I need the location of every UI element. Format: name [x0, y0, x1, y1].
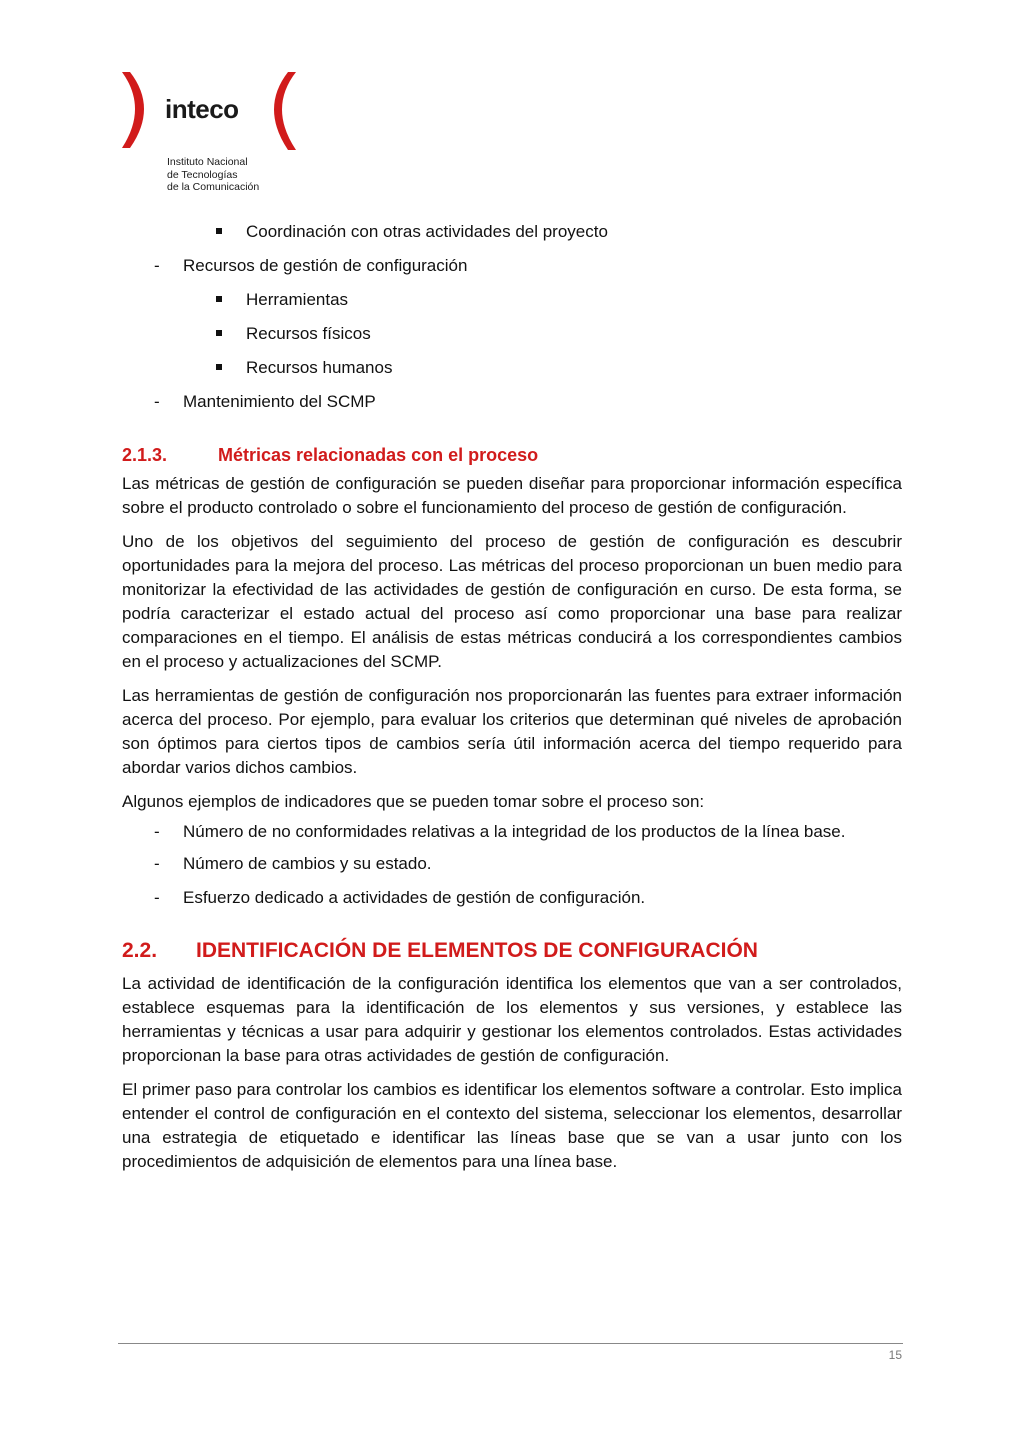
square-bullet-icon — [216, 296, 222, 302]
footer-divider — [118, 1343, 903, 1344]
dash-bullet-icon: - — [154, 392, 160, 411]
paragraph: Las herramientas de gestión de configuración nos proporcionarán las fuentes para extraer información acerca del proceso. Por ejemplo, para evaluar los criterios que determinan qué niveles de aprobación son óptimos para ciertos tipos de cambios sería útil información acerca del tiempo requerido para abordar varios dichos cambios. — [122, 686, 902, 777]
square-bullet-icon — [216, 228, 222, 234]
list-item: Recursos físicos — [122, 320, 902, 354]
dash-bullet-icon: - — [154, 854, 160, 873]
section-heading-2-2: 2.2. IDENTIFICACIÓN DE ELEMENTOS DE CONFIGURACIÓN — [122, 939, 758, 962]
list-item: Herramientas — [122, 286, 902, 320]
page-number: 15 — [888, 1348, 902, 1362]
dash-bullet-icon: - — [154, 888, 160, 907]
list-item: - Recursos de gestión de configuración — [122, 252, 902, 286]
list-item: Recursos humanos — [122, 354, 902, 388]
list-item: - Esfuerzo dedicado a actividades de gestión de configuración. — [122, 884, 902, 918]
list-item: Coordinación con otras actividades del proyecto — [122, 218, 902, 252]
logo-subtitle: Instituto Nacional de Tecnologías de la Comunicación — [167, 156, 260, 193]
square-bullet-icon — [216, 330, 222, 336]
logo-wordmark: inteco — [165, 94, 239, 124]
list-item: - Número de cambios y su estado. — [122, 850, 902, 884]
list-item: - Número de no conformidades relativas a la integridad de los productos de la línea base. — [122, 818, 902, 850]
paragraph: El primer paso para controlar los cambios es identificar los elementos software a controlar. Esto implica entender el control de configuración en el contexto del sistema, seleccionar los elementos, desarrollar una estrategia de etiquetado e identificar las líneas base que se van a usar junto con los procedimientos de adquisición de elementos para una línea base. — [122, 1080, 902, 1171]
paragraph: Algunos ejemplos de indicadores que se pueden tomar sobre el proceso son: — [122, 792, 705, 811]
square-bullet-icon — [216, 364, 222, 370]
paragraph: Las métricas de gestión de configuración se pueden diseñar para proporcionar información específica sobre el producto controlado o sobre el funcionamiento del proceso de gestión de configuración. — [122, 474, 902, 517]
paragraph: Uno de los objetivos del seguimiento del proceso de gestión de configuración es descubrir oportunidades para la mejora del proceso. Las métricas del proceso proporcionan un buen medio para monitorizar la efectividad de las actividades de gestión de configuración en curso. De esta forma, se podría caracterizar el estado actual del proceso así como proporcionar una base para realizar comparaciones en el tiempo. El análisis de estas métricas conducirá a los correspondientes cambios en el proceso y actualizaciones del SCMP. — [122, 532, 902, 671]
list-item: - Mantenimiento del SCMP — [122, 388, 902, 422]
inteco-logo — [118, 70, 308, 195]
paragraph: La actividad de identificación de la configuración identifica los elementos que van a ser controlados, establece esquemas para la identificación de los elementos y sus versiones, y establece las herramientas y técnicas a usar para adquirir y gestionar los elementos controlados. Estas actividades proporcionan la base para otras actividades de gestión de configuración. — [122, 974, 902, 1065]
dash-bullet-icon: - — [154, 822, 160, 841]
section-heading-2-1-3: 2.1.3. Métricas relacionadas con el proceso — [122, 445, 539, 465]
dash-bullet-icon: - — [154, 256, 160, 275]
page-content — [122, 218, 902, 1184]
